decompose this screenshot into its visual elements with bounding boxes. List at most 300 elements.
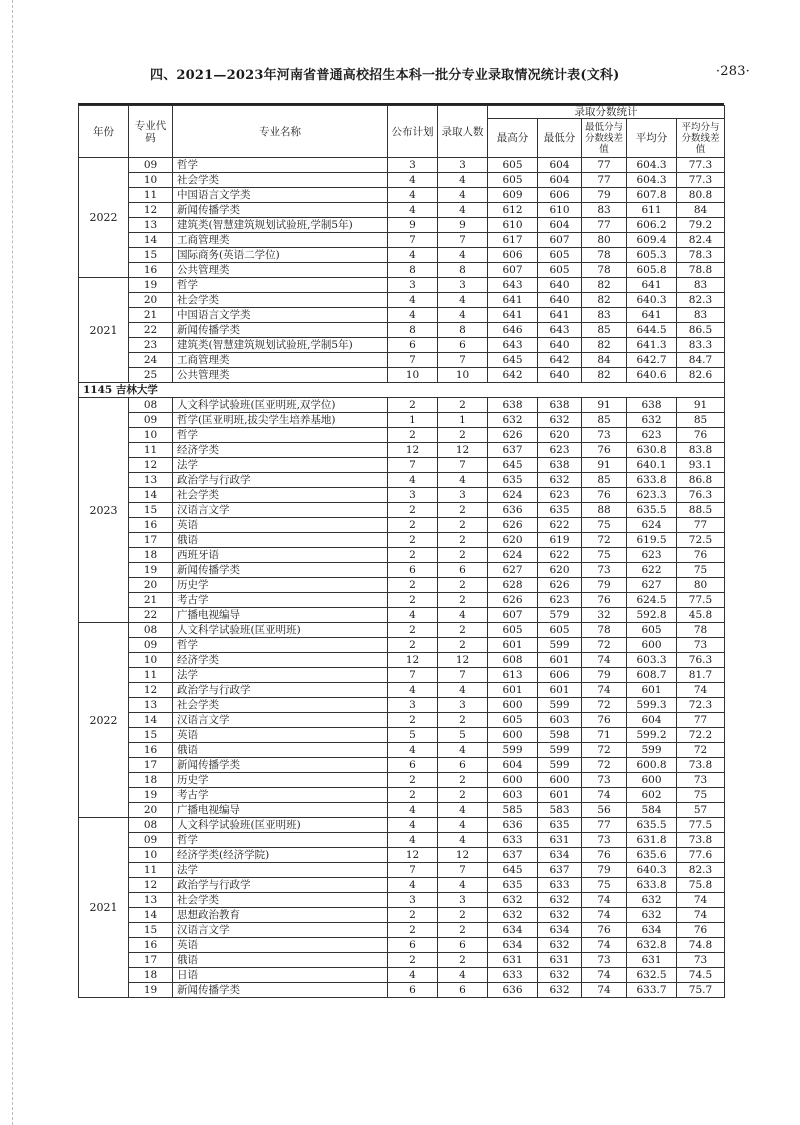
- plan-cell: 1: [388, 413, 438, 428]
- avg-cell: 631.8: [627, 833, 677, 848]
- max-cell: 610: [488, 218, 538, 233]
- plan-cell: 6: [388, 563, 438, 578]
- name-cell: 社会学类: [173, 698, 388, 713]
- table-row: [79, 923, 725, 938]
- table-row: [79, 518, 725, 533]
- admitted-cell: 8: [438, 263, 488, 278]
- plan-cell: 12: [388, 443, 438, 458]
- plan-cell: 7: [388, 668, 438, 683]
- plan-cell: 7: [388, 863, 438, 878]
- name-cell: 新闻传播学类: [173, 203, 388, 218]
- min-cell: 601: [538, 788, 582, 803]
- plan-cell: 2: [388, 923, 438, 938]
- name-cell: 广播电视编导: [173, 803, 388, 818]
- min-diff-cell: 77: [582, 818, 627, 833]
- name-cell: 政治学与行政学: [173, 683, 388, 698]
- min-diff-cell: 91: [582, 398, 627, 413]
- avg-cell: 602: [627, 788, 677, 803]
- code-cell: 20: [129, 293, 173, 308]
- name-cell: 思想政治教育: [173, 908, 388, 923]
- code-cell: 20: [129, 578, 173, 593]
- min-diff-cell: 85: [582, 413, 627, 428]
- admitted-cell: 6: [438, 338, 488, 353]
- avg-diff-cell: 81.7: [677, 668, 725, 683]
- plan-cell: 4: [388, 683, 438, 698]
- plan-cell: 12: [388, 653, 438, 668]
- admitted-cell: 4: [438, 878, 488, 893]
- plan-cell: 4: [388, 473, 438, 488]
- name-cell: 社会学类: [173, 893, 388, 908]
- avg-cell: 601: [627, 683, 677, 698]
- max-cell: 601: [488, 683, 538, 698]
- admitted-cell: 2: [438, 788, 488, 803]
- min-diff-cell: 80: [582, 233, 627, 248]
- admitted-cell: 4: [438, 173, 488, 188]
- table-row: [79, 698, 725, 713]
- avg-diff-cell: 78: [677, 623, 725, 638]
- admitted-cell: 2: [438, 623, 488, 638]
- avg-diff-cell: 76.3: [677, 653, 725, 668]
- avg-diff-cell: 72.3: [677, 698, 725, 713]
- max-cell: 600: [488, 773, 538, 788]
- table-row: [79, 353, 725, 368]
- table-row: [79, 653, 725, 668]
- min-diff-cell: 82: [582, 278, 627, 293]
- name-cell: 法学: [173, 458, 388, 473]
- code-cell: 16: [129, 743, 173, 758]
- min-diff-cell: 79: [582, 668, 627, 683]
- min-cell: 637: [538, 863, 582, 878]
- avg-diff-cell: 84.7: [677, 353, 725, 368]
- avg-cell: 644.5: [627, 323, 677, 338]
- min-diff-cell: 75: [582, 878, 627, 893]
- name-cell: 社会学类: [173, 293, 388, 308]
- max-cell: 638: [488, 398, 538, 413]
- plan-cell: 4: [388, 818, 438, 833]
- avg-cell: 605.8: [627, 263, 677, 278]
- name-cell: 历史学: [173, 578, 388, 593]
- max-cell: 609: [488, 188, 538, 203]
- plan-cell: 2: [388, 518, 438, 533]
- table-row: [79, 683, 725, 698]
- avg-diff-cell: 82.3: [677, 863, 725, 878]
- avg-cell: 632.8: [627, 938, 677, 953]
- min-cell: 607: [538, 233, 582, 248]
- min-diff-cell: 76: [582, 488, 627, 503]
- table-row: [79, 623, 725, 638]
- avg-cell: 627: [627, 578, 677, 593]
- max-cell: 607: [488, 263, 538, 278]
- max-cell: 585: [488, 803, 538, 818]
- name-cell: 社会学类: [173, 488, 388, 503]
- code-cell: 13: [129, 218, 173, 233]
- avg-diff-cell: 74: [677, 683, 725, 698]
- table-row: [79, 878, 725, 893]
- year-cell: 2023: [79, 398, 129, 623]
- code-cell: 22: [129, 323, 173, 338]
- min-cell: 601: [538, 653, 582, 668]
- plan-cell: 2: [388, 548, 438, 563]
- header-code: 专业代码: [129, 106, 173, 158]
- min-diff-cell: 85: [582, 323, 627, 338]
- admitted-cell: 2: [438, 398, 488, 413]
- name-cell: 哲学: [173, 428, 388, 443]
- name-cell: 英语: [173, 938, 388, 953]
- avg-diff-cell: 86.5: [677, 323, 725, 338]
- max-cell: 635: [488, 878, 538, 893]
- avg-cell: 632: [627, 908, 677, 923]
- table-row: [79, 248, 725, 263]
- avg-cell: 623: [627, 548, 677, 563]
- avg-diff-cell: 74: [677, 893, 725, 908]
- max-cell: 633: [488, 968, 538, 983]
- avg-diff-cell: 74.8: [677, 938, 725, 953]
- min-cell: 605: [538, 248, 582, 263]
- avg-diff-cell: 77.6: [677, 848, 725, 863]
- avg-cell: 633.8: [627, 878, 677, 893]
- avg-cell: 640.3: [627, 863, 677, 878]
- name-cell: 日语: [173, 968, 388, 983]
- avg-diff-cell: 73.8: [677, 833, 725, 848]
- plan-cell: 2: [388, 503, 438, 518]
- avg-diff-cell: 77.5: [677, 593, 725, 608]
- table-body-previous-university: [79, 158, 725, 383]
- code-cell: 16: [129, 938, 173, 953]
- avg-cell: 609.4: [627, 233, 677, 248]
- university-section: [79, 383, 725, 398]
- max-cell: 624: [488, 548, 538, 563]
- admitted-cell: 4: [438, 308, 488, 323]
- name-cell: 经济学类: [173, 443, 388, 458]
- table-row: [79, 818, 725, 833]
- name-cell: 政治学与行政学: [173, 473, 388, 488]
- max-cell: 632: [488, 908, 538, 923]
- min-diff-cell: 73: [582, 428, 627, 443]
- name-cell: 英语: [173, 518, 388, 533]
- plan-cell: 6: [388, 338, 438, 353]
- max-cell: 620: [488, 533, 538, 548]
- plan-cell: 5: [388, 728, 438, 743]
- max-cell: 627: [488, 563, 538, 578]
- avg-diff-cell: 82.4: [677, 233, 725, 248]
- min-cell: 635: [538, 818, 582, 833]
- avg-cell: 635.6: [627, 848, 677, 863]
- table-row: [79, 803, 725, 818]
- avg-cell: 641.3: [627, 338, 677, 353]
- min-diff-cell: 83: [582, 203, 627, 218]
- min-cell: 604: [538, 218, 582, 233]
- name-cell: 俄语: [173, 533, 388, 548]
- admitted-cell: 6: [438, 938, 488, 953]
- avg-diff-cell: 77.5: [677, 818, 725, 833]
- header-avg: 平均分: [627, 119, 677, 158]
- page-number: ·283·: [715, 64, 750, 79]
- header-avg-diff: 平均分与分数线差值: [677, 119, 725, 158]
- name-cell: 工商管理类: [173, 233, 388, 248]
- avg-diff-cell: 78.3: [677, 248, 725, 263]
- name-cell: 哲学: [173, 833, 388, 848]
- plan-cell: 2: [388, 428, 438, 443]
- admitted-cell: 2: [438, 773, 488, 788]
- admitted-cell: 5: [438, 728, 488, 743]
- min-cell: 601: [538, 683, 582, 698]
- avg-cell: 600: [627, 773, 677, 788]
- min-cell: 643: [538, 323, 582, 338]
- max-cell: 641: [488, 293, 538, 308]
- code-cell: 09: [129, 413, 173, 428]
- name-cell: 工商管理类: [173, 353, 388, 368]
- table-header: [79, 106, 725, 158]
- avg-cell: 641: [627, 278, 677, 293]
- admitted-cell: 2: [438, 713, 488, 728]
- code-cell: 10: [129, 848, 173, 863]
- avg-cell: 635.5: [627, 503, 677, 518]
- min-cell: 620: [538, 563, 582, 578]
- max-cell: 612: [488, 203, 538, 218]
- avg-cell: 599.3: [627, 698, 677, 713]
- min-cell: 599: [538, 698, 582, 713]
- code-cell: 12: [129, 878, 173, 893]
- min-cell: 604: [538, 158, 582, 173]
- min-diff-cell: 56: [582, 803, 627, 818]
- table-row: [79, 233, 725, 248]
- min-diff-cell: 72: [582, 533, 627, 548]
- table-row: [79, 203, 725, 218]
- max-cell: 603: [488, 788, 538, 803]
- avg-cell: 623: [627, 428, 677, 443]
- avg-diff-cell: 82.6: [677, 368, 725, 383]
- max-cell: 617: [488, 233, 538, 248]
- avg-diff-cell: 85: [677, 413, 725, 428]
- table-row: [79, 593, 725, 608]
- code-cell: 23: [129, 338, 173, 353]
- code-cell: 11: [129, 443, 173, 458]
- avg-diff-cell: 77.3: [677, 173, 725, 188]
- min-diff-cell: 78: [582, 248, 627, 263]
- avg-diff-cell: 77: [677, 518, 725, 533]
- admitted-cell: 2: [438, 953, 488, 968]
- min-diff-cell: 78: [582, 263, 627, 278]
- table-row: [79, 533, 725, 548]
- code-cell: 11: [129, 188, 173, 203]
- avg-cell: 631: [627, 953, 677, 968]
- min-cell: 632: [538, 893, 582, 908]
- min-cell: 605: [538, 623, 582, 638]
- min-diff-cell: 73: [582, 953, 627, 968]
- plan-cell: 2: [388, 623, 438, 638]
- admitted-cell: 2: [438, 428, 488, 443]
- code-cell: 12: [129, 458, 173, 473]
- table-row: [79, 938, 725, 953]
- min-diff-cell: 73: [582, 563, 627, 578]
- code-cell: 19: [129, 983, 173, 998]
- plan-cell: 4: [388, 203, 438, 218]
- admitted-cell: 10: [438, 368, 488, 383]
- min-cell: 622: [538, 518, 582, 533]
- admitted-cell: 2: [438, 548, 488, 563]
- avg-diff-cell: 91: [677, 398, 725, 413]
- max-cell: 641: [488, 308, 538, 323]
- name-cell: 俄语: [173, 953, 388, 968]
- max-cell: 607: [488, 608, 538, 623]
- min-diff-cell: 77: [582, 173, 627, 188]
- avg-diff-cell: 72: [677, 743, 725, 758]
- table-row: [79, 473, 725, 488]
- table-row: [79, 548, 725, 563]
- name-cell: 建筑类(智慧建筑规划试验班,学制5年): [173, 218, 388, 233]
- code-cell: 12: [129, 203, 173, 218]
- code-cell: 21: [129, 593, 173, 608]
- plan-cell: 7: [388, 353, 438, 368]
- admitted-cell: 7: [438, 863, 488, 878]
- min-cell: 623: [538, 593, 582, 608]
- admitted-cell: 4: [438, 608, 488, 623]
- table-row: [79, 578, 725, 593]
- code-cell: 25: [129, 368, 173, 383]
- min-cell: 605: [538, 263, 582, 278]
- header-stats-group: 录取分数统计: [488, 106, 725, 119]
- table-row: [79, 848, 725, 863]
- avg-diff-cell: 76.3: [677, 488, 725, 503]
- plan-cell: 6: [388, 938, 438, 953]
- code-cell: 17: [129, 953, 173, 968]
- code-cell: 08: [129, 818, 173, 833]
- min-diff-cell: 71: [582, 728, 627, 743]
- max-cell: 643: [488, 278, 538, 293]
- admitted-cell: 2: [438, 638, 488, 653]
- header-min: 最低分: [538, 119, 582, 158]
- code-cell: 11: [129, 863, 173, 878]
- code-cell: 17: [129, 533, 173, 548]
- max-cell: 633: [488, 833, 538, 848]
- avg-diff-cell: 80.8: [677, 188, 725, 203]
- code-cell: 10: [129, 428, 173, 443]
- max-cell: 642: [488, 368, 538, 383]
- name-cell: 中国语言文学类: [173, 308, 388, 323]
- code-cell: 13: [129, 698, 173, 713]
- avg-cell: 622: [627, 563, 677, 578]
- header-year: 年份: [79, 106, 129, 158]
- avg-cell: 634: [627, 923, 677, 938]
- admitted-cell: 2: [438, 593, 488, 608]
- avg-cell: 624.5: [627, 593, 677, 608]
- min-cell: 583: [538, 803, 582, 818]
- code-cell: 24: [129, 353, 173, 368]
- admitted-cell: 7: [438, 458, 488, 473]
- plan-cell: 2: [388, 773, 438, 788]
- min-cell: 623: [538, 488, 582, 503]
- plan-cell: 9: [388, 218, 438, 233]
- admitted-cell: 12: [438, 443, 488, 458]
- avg-cell: 605: [627, 623, 677, 638]
- table-row: [79, 413, 725, 428]
- avg-diff-cell: 84: [677, 203, 725, 218]
- plan-cell: 2: [388, 788, 438, 803]
- admitted-cell: 4: [438, 248, 488, 263]
- table-row: [79, 503, 725, 518]
- min-cell: 579: [538, 608, 582, 623]
- code-cell: 15: [129, 923, 173, 938]
- min-cell: 641: [538, 308, 582, 323]
- min-cell: 598: [538, 728, 582, 743]
- min-cell: 632: [538, 473, 582, 488]
- min-cell: 603: [538, 713, 582, 728]
- avg-cell: 603.3: [627, 653, 677, 668]
- name-cell: 历史学: [173, 773, 388, 788]
- avg-diff-cell: 57: [677, 803, 725, 818]
- min-diff-cell: 83: [582, 308, 627, 323]
- name-cell: 公共管理类: [173, 263, 388, 278]
- table-row: [79, 863, 725, 878]
- name-cell: 汉语言文学: [173, 923, 388, 938]
- min-diff-cell: 79: [582, 188, 627, 203]
- plan-cell: 12: [388, 848, 438, 863]
- min-cell: 620: [538, 428, 582, 443]
- header-max: 最高分: [488, 119, 538, 158]
- name-cell: 新闻传播学类: [173, 563, 388, 578]
- admitted-cell: 9: [438, 218, 488, 233]
- plan-cell: 2: [388, 578, 438, 593]
- avg-cell: 632: [627, 413, 677, 428]
- table-row: [79, 218, 725, 233]
- name-cell: 法学: [173, 668, 388, 683]
- admitted-cell: 3: [438, 158, 488, 173]
- plan-cell: 3: [388, 488, 438, 503]
- min-diff-cell: 77: [582, 218, 627, 233]
- avg-cell: 630.8: [627, 443, 677, 458]
- code-cell: 15: [129, 248, 173, 263]
- plan-cell: 4: [388, 293, 438, 308]
- min-diff-cell: 32: [582, 608, 627, 623]
- table-row: [79, 278, 725, 293]
- name-cell: 人文科学试验班(匡亚明班,双学位): [173, 398, 388, 413]
- min-cell: 631: [538, 953, 582, 968]
- code-cell: 18: [129, 968, 173, 983]
- plan-cell: 2: [388, 908, 438, 923]
- name-cell: 俄语: [173, 743, 388, 758]
- min-diff-cell: 74: [582, 653, 627, 668]
- plan-cell: 2: [388, 713, 438, 728]
- plan-cell: 8: [388, 263, 438, 278]
- code-cell: 12: [129, 683, 173, 698]
- max-cell: 605: [488, 173, 538, 188]
- max-cell: 637: [488, 443, 538, 458]
- avg-diff-cell: 75: [677, 788, 725, 803]
- code-cell: 18: [129, 548, 173, 563]
- max-cell: 632: [488, 413, 538, 428]
- min-cell: 638: [538, 458, 582, 473]
- avg-diff-cell: 74: [677, 908, 725, 923]
- max-cell: 604: [488, 758, 538, 773]
- name-cell: 广播电视编导: [173, 608, 388, 623]
- name-cell: 国际商务(英语二学位): [173, 248, 388, 263]
- code-cell: 14: [129, 908, 173, 923]
- table-row: [79, 728, 725, 743]
- page-header: [150, 62, 750, 86]
- avg-diff-cell: 86.8: [677, 473, 725, 488]
- max-cell: 636: [488, 983, 538, 998]
- avg-cell: 635.5: [627, 818, 677, 833]
- admitted-cell: 1: [438, 413, 488, 428]
- min-diff-cell: 76: [582, 593, 627, 608]
- plan-cell: 4: [388, 173, 438, 188]
- avg-diff-cell: 73: [677, 953, 725, 968]
- avg-cell: 606.2: [627, 218, 677, 233]
- plan-cell: 4: [388, 248, 438, 263]
- table-row: [79, 338, 725, 353]
- table-row: [79, 158, 725, 173]
- avg-cell: 604.3: [627, 173, 677, 188]
